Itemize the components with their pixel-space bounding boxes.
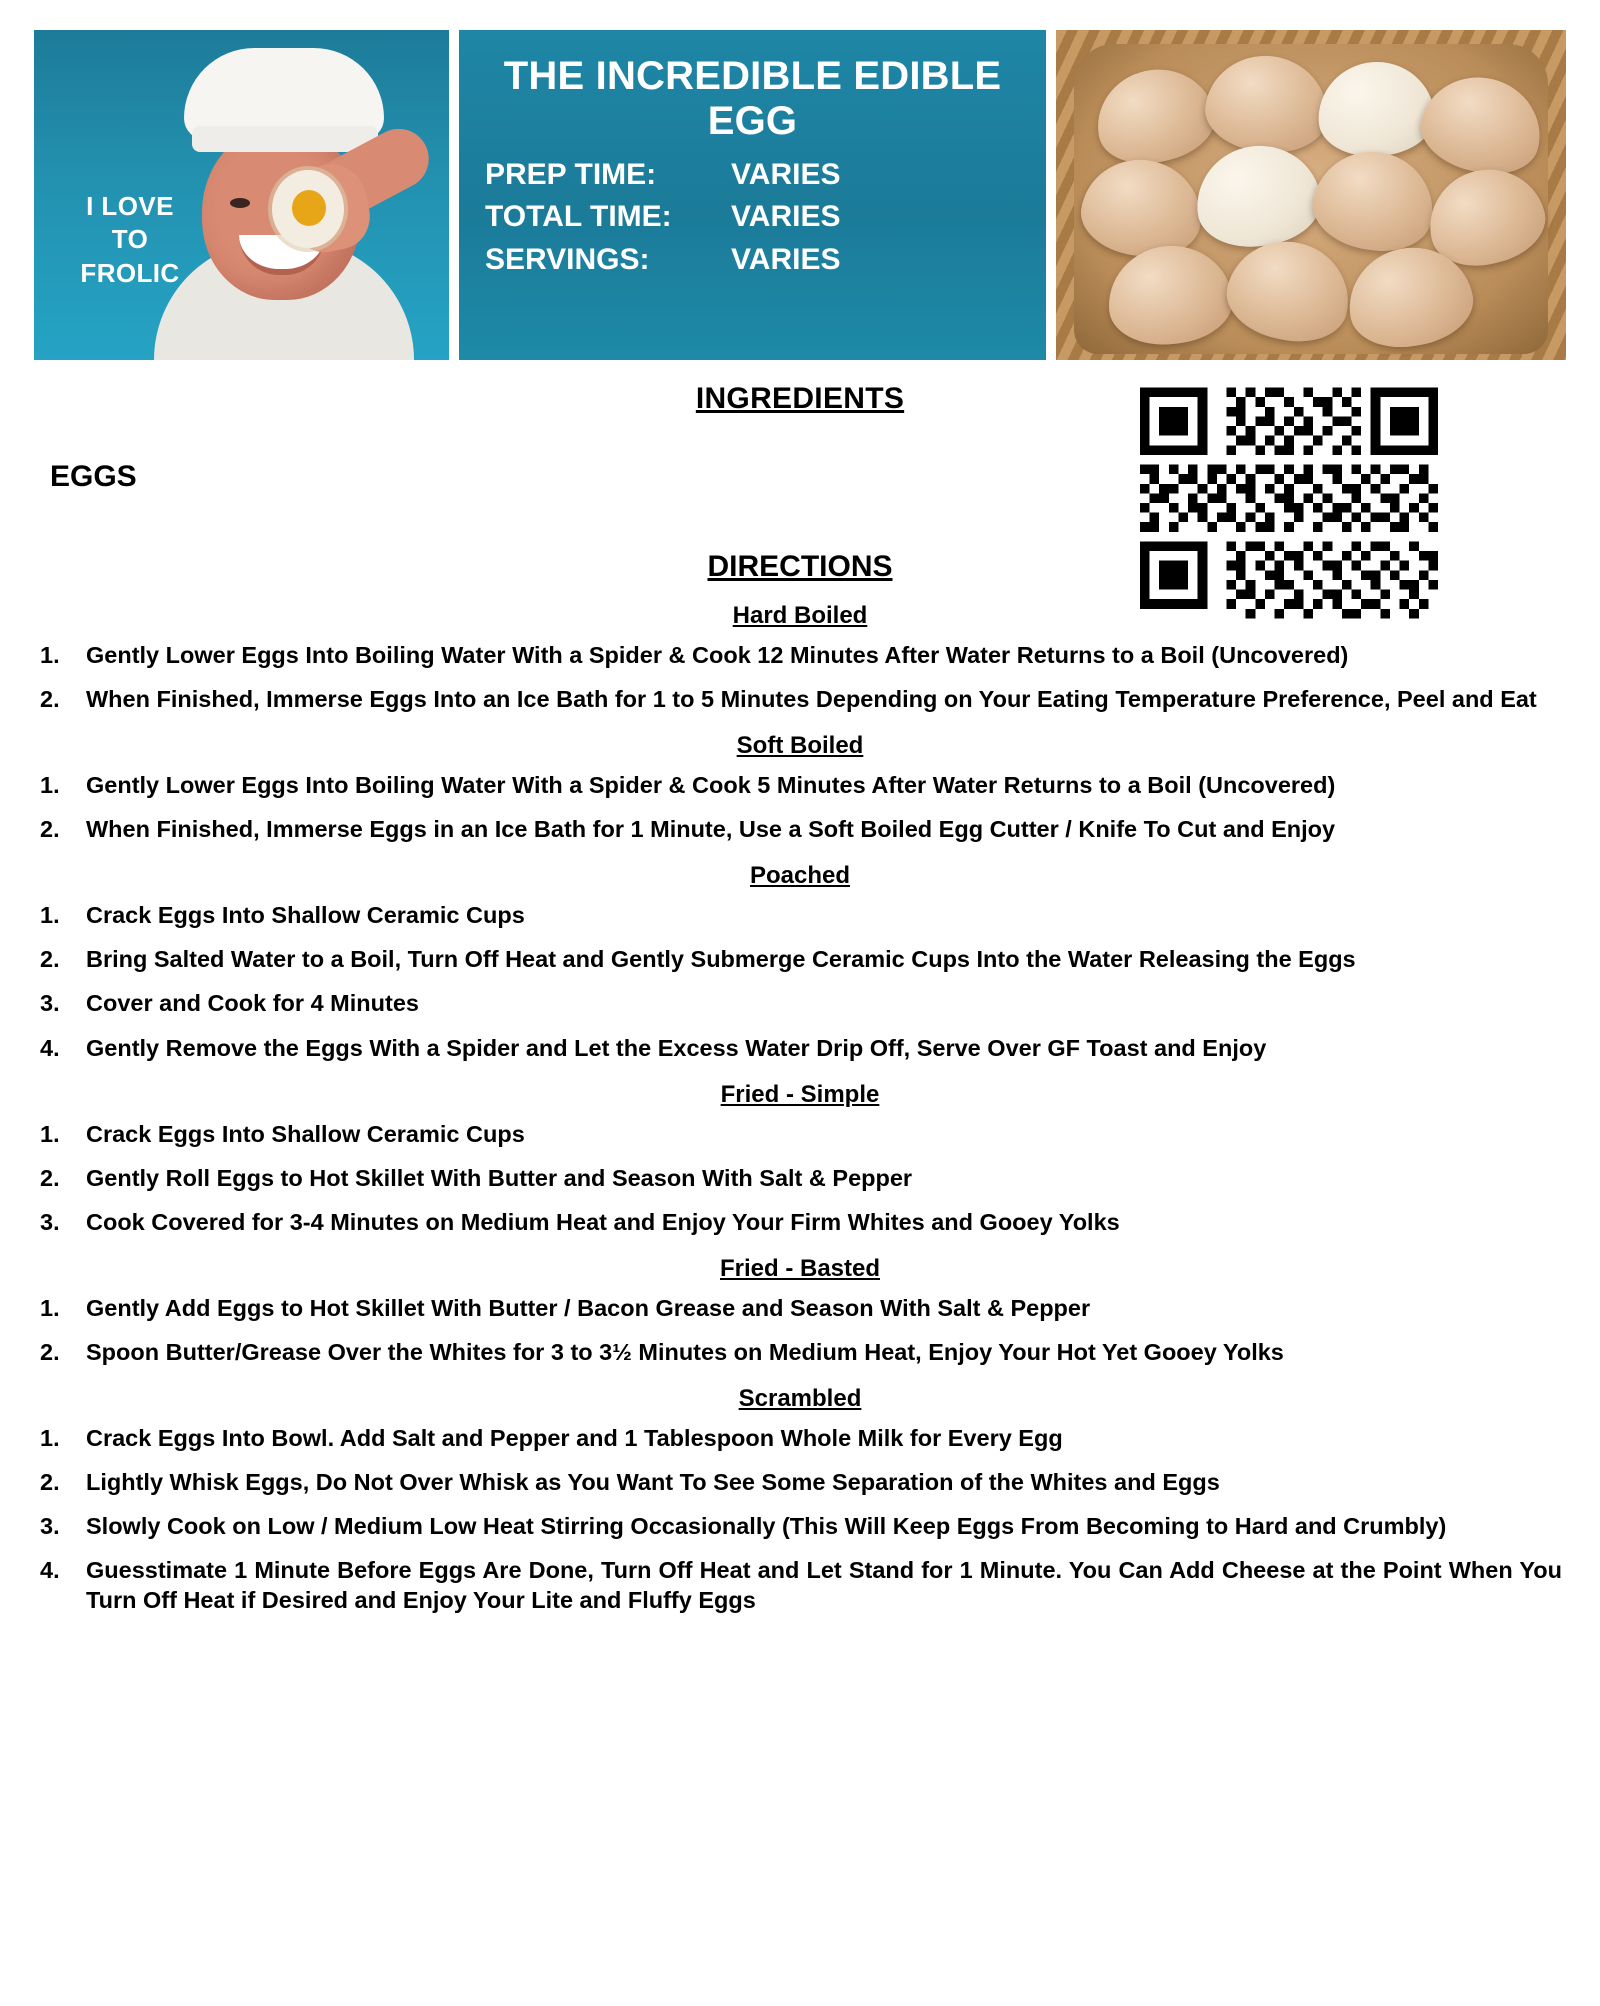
step-item: Gently Add Eggs to Hot Skillet With Butter / Bacon Grease and Season With Salt & Pepper (86, 1294, 1091, 1321)
step-item: When Finished, Immerse Eggs Into an Ice Bath for 1 to 5 Minutes Depending on Your Eating Temperature Preference, Peel and Eat (86, 686, 1537, 713)
photo-caption-line-3: FROLIC (80, 257, 180, 288)
ingredient-item: EGGS (50, 460, 137, 493)
header-band (34, 30, 1566, 360)
method-title: Poached (749, 862, 851, 890)
recipe-title: THE INCREDIBLE EDIBLE EGG (503, 54, 1002, 143)
method-steps (34, 900, 1566, 1062)
meta-row-total-time (485, 196, 1020, 239)
total-time-value: VARIES (731, 200, 841, 234)
photo-caption (70, 190, 190, 290)
step-item: Gently Remove the Eggs With a Spider and Let the Excess Water Drip Off, Serve Over GF Toast and Enjoy (86, 1034, 1267, 1061)
step-item: Spoon Butter/Grease Over the Whites for 3 to 3½ Minutes on Medium Heat, Enjoy Your Hot Yet Gooey Yolks (86, 1338, 1284, 1365)
step-item: Cook Covered for 3-4 Minutes on Medium Heat and Enjoy Your Firm Whites and Gooey Yolks (86, 1208, 1120, 1235)
method-scrambled (34, 1385, 1566, 1615)
prep-time-value: VARIES (731, 157, 841, 191)
step-item: Lightly Whisk Eggs, Do Not Over Whisk as You Want To See Some Separation of the Whites and Eggs (86, 1469, 1220, 1496)
step-item: When Finished, Immerse Eggs in an Ice Bath for 1 Minute, Use a Soft Boiled Egg Cutter / Knife To Cut and Enjoy (86, 816, 1336, 843)
total-time-label: TOTAL TIME: (485, 200, 672, 234)
qr-code-image[interactable] (1130, 378, 1448, 628)
meta-row-prep-time (485, 154, 1020, 197)
meta-row-servings (485, 239, 1020, 282)
step-item: Crack Eggs Into Shallow Ceramic Cups (86, 902, 525, 929)
method-title: Fried - Basted (719, 1254, 881, 1282)
step-item: Slowly Cook on Low / Medium Low Heat Stirring Occasionally (This Will Keep Eggs From Becoming to Hard and Crumbly) (86, 1513, 1447, 1540)
method-steps (34, 1119, 1566, 1237)
method-title: Scrambled (738, 1385, 862, 1413)
method-steps (34, 1293, 1566, 1367)
method-title: Soft Boiled (736, 732, 864, 760)
method-steps (34, 640, 1566, 714)
eggs-basket-photo (1056, 30, 1566, 360)
method-soft-boiled (34, 732, 1566, 844)
method-steps (34, 770, 1566, 844)
step-item: Cover and Cook for 4 Minutes (86, 990, 419, 1017)
method-steps (34, 1423, 1566, 1615)
method-fried-basted (34, 1255, 1566, 1367)
directions-heading: DIRECTIONS (707, 550, 893, 583)
title-block (459, 30, 1046, 360)
chef-photo (34, 30, 449, 360)
step-item: Crack Eggs Into Shallow Ceramic Cups (86, 1120, 525, 1147)
ingredients-heading: INGREDIENTS (695, 382, 905, 415)
method-title: Hard Boiled (732, 602, 868, 629)
method-fried-simple (34, 1081, 1566, 1237)
method-title: Fried - Simple (720, 1080, 880, 1108)
servings-label: SERVINGS: (485, 242, 650, 276)
step-item: Gently Lower Eggs Into Boiling Water With a Spider & Cook 12 Minutes After Water Returns to a Boil (Uncovered) (86, 642, 1349, 668)
method-poached (34, 862, 1566, 1062)
step-item: Gently Roll Eggs to Hot Skillet With Butter and Season With Salt & Pepper (86, 1164, 913, 1191)
servings-value: VARIES (731, 242, 841, 276)
step-item: Bring Salted Water to a Boil, Turn Off Heat and Gently Submerge Ceramic Cups Into the Water Releasing the Eggs (86, 946, 1356, 973)
photo-caption-line-1: I LOVE (86, 191, 174, 221)
prep-time-label: PREP TIME: (485, 157, 657, 191)
step-item: Crack Eggs Into Bowl. Add Salt and Pepper and 1 Tablespoon Whole Milk for Every Egg (86, 1425, 1063, 1452)
photo-caption-line-2: TO (111, 224, 149, 255)
step-item: Guesstimate 1 Minute Before Eggs Are Done, Turn Off Heat and Let Stand for 1 Minute. You Can Add Cheese at the Point When You Turn Off Heat if Desired and Enjoy Your Lite and Fluffy Eggs (86, 1557, 1562, 1614)
step-item: Gently Lower Eggs Into Boiling Water With a Spider & Cook 5 Minutes After Water Returns to a Boil (Uncovered) (86, 772, 1336, 799)
